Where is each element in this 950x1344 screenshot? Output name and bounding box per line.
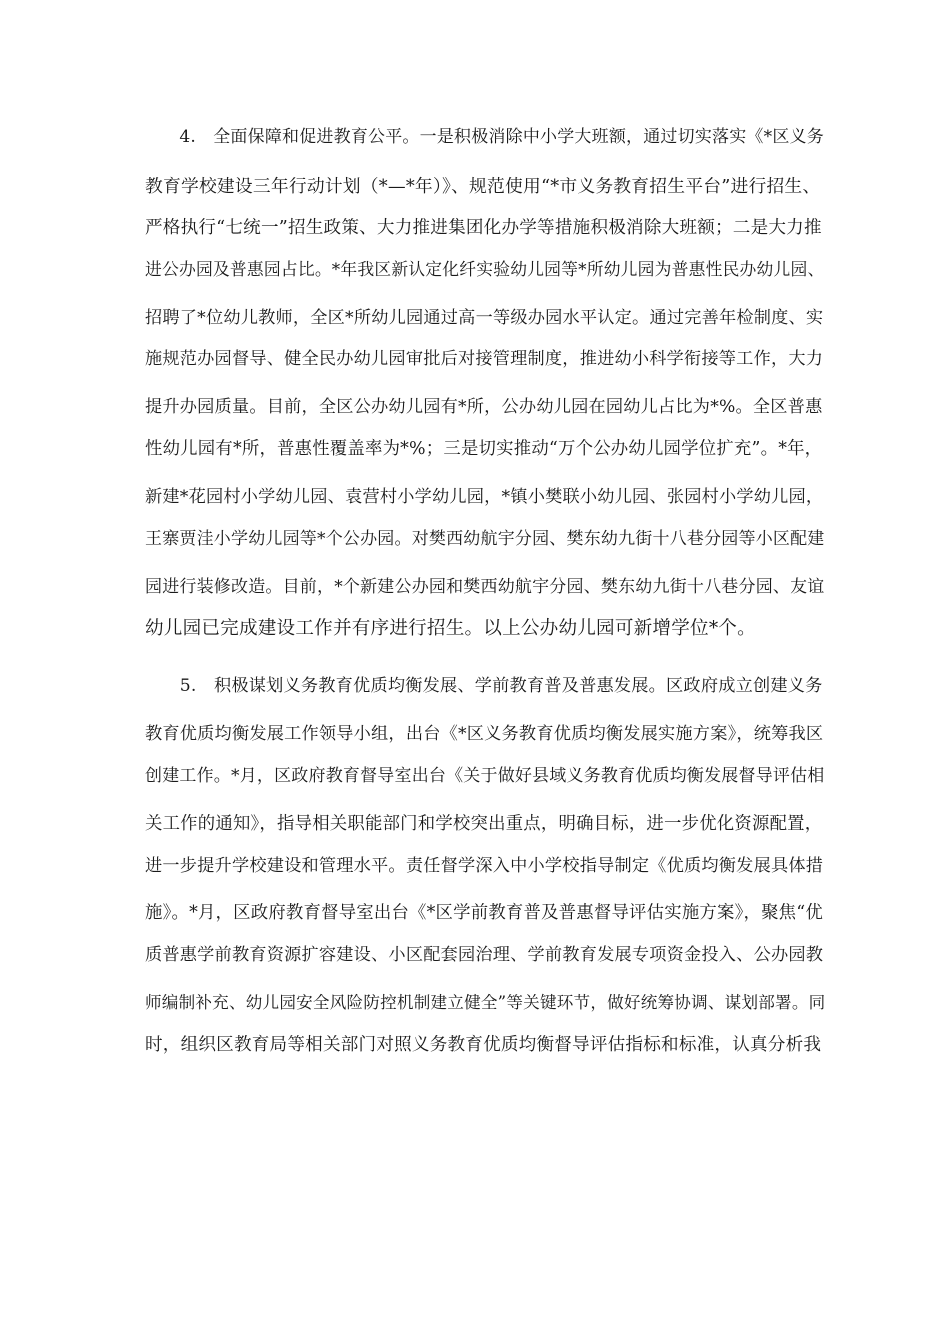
- text-line: 关工作的通知》，指导相关职能部门和学校突出重点，明确目标，进一步优化资源配置，: [145, 814, 823, 834]
- text-line: 提升办园质量。目前，全区公办幼儿园有*所，公办幼儿园在园幼儿占比为*%。全区普惠: [145, 397, 823, 417]
- text-line: 招聘了*位幼儿教师，全区*所幼儿园通过高一等级办园水平认定。通过完善年检制度、实: [145, 308, 824, 328]
- text-line: 4. 全面保障和促进教育公平。一是积极消除中小学大班额，通过切实落实《*区义务: [145, 127, 824, 147]
- text-line: 施》。*月，区政府教育督导室出台《*区学前教育普及普惠督导评估实施方案》，聚焦“优: [145, 903, 823, 923]
- text-line: 幼儿园已完成建设工作并有序进行招生。以上公办幼儿园可新增学位*个。: [145, 618, 756, 639]
- text-line: 教育学校建设三年行动计划（*—*年）》、规范使用“*市义务教育招生平台”进行招生、: [145, 176, 821, 197]
- text-line: 质普惠学前教育资源扩容建设、小区配套园治理、学前教育发展专项资金投入、公办园教: [145, 945, 824, 965]
- text-line: 师编制补充、幼儿园安全风险防控机制建立健全”等关键环节，做好统筹协调、谋划部署。同: [145, 993, 825, 1012]
- text-line: 进一步提升学校建设和管理水平。责任督学深入中小学校指导制定《优质均衡发展具体措: [145, 856, 824, 876]
- text-line: 时，组织区教育局等相关部门对照义务教育优质均衡督导评估指标和标准，认真分析我: [145, 1035, 822, 1055]
- text-line: 施规范办园督导、健全民办幼儿园审批后对接管理制度，推进幼小科学衔接等工作，大力: [145, 349, 824, 369]
- text-line: 严格执行“七统一”招生政策、大力推进集团化办学等措施积极消除大班额；二是大力推: [145, 218, 822, 238]
- text-line: 新建*花园村小学幼儿园、袁营村小学幼儿园，*镇小樊联小幼儿园、张园村小学幼儿园，: [145, 487, 824, 507]
- text-line: 园进行装修改造。目前，*个新建公办园和樊西幼航宇分园、樊东幼九街十八巷分园、友谊: [145, 577, 825, 597]
- text-line: 王寨贾洼小学幼儿园等*个公办园。对樊西幼航宇分园、樊东幼九街十八巷分园等小区配建: [145, 529, 825, 549]
- text-line: 教育优质均衡发展工作领导小组，出台《*区义务教育优质均衡发展实施方案》，统筹我区: [145, 724, 824, 744]
- text-line: 进公办园及普惠园占比。*年我区新认定化纤实验幼儿园等*所幼儿园为普惠性民办幼儿园、: [145, 259, 825, 279]
- text-line: 创建工作。*月，区政府教育督导室出台《关于做好县域义务教育优质均衡发展督导评估相: [145, 766, 825, 786]
- text-line: 性幼儿园有*所，普惠性覆盖率为*%；三是切实推动“万个公办幼儿园学位扩充”。*年，: [145, 439, 823, 459]
- text-line: 5. 积极谋划义务教育优质均衡发展、学前教育普及普惠发展。区政府成立创建义务: [145, 676, 823, 696]
